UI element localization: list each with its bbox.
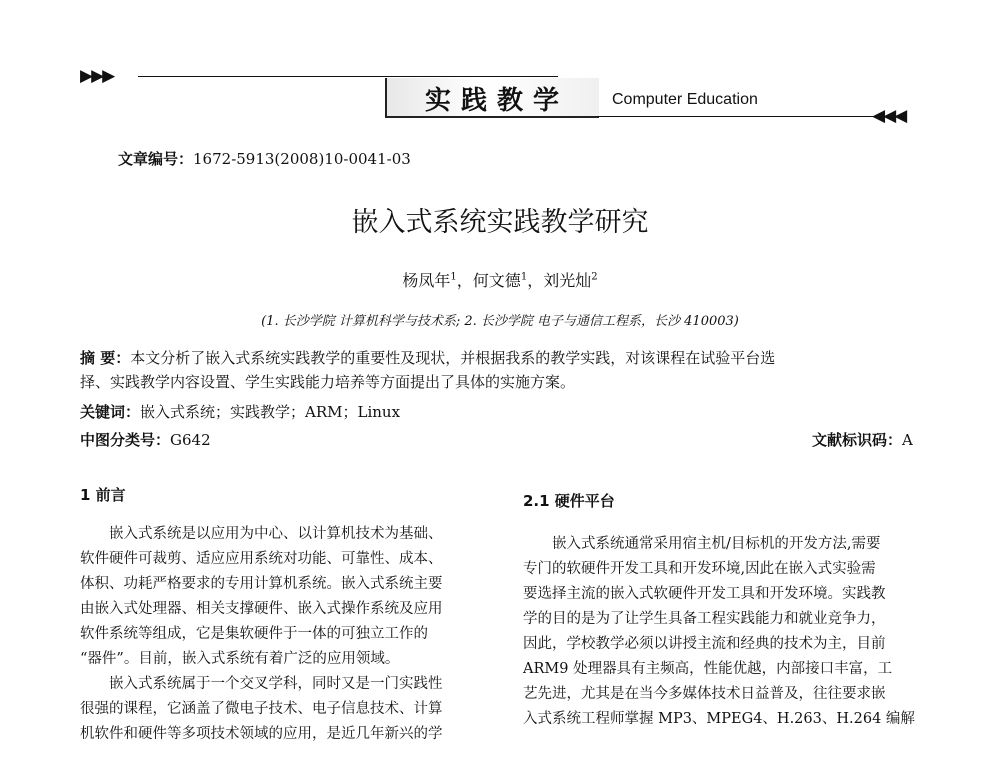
abstract-line-1 [80, 346, 940, 370]
paper-title: 嵌入式系统实践教学研究 [351, 207, 649, 238]
author-separator: ， [456, 271, 473, 290]
body-line: 入式系统工程师掌握 MP3、MPEG4、H.263、H.264 编解 [523, 711, 915, 727]
body-line: 专门的软硬件开发工具和开发环境,因此在嵌入式实验需 [523, 561, 876, 577]
clc-label: 中图分类号： [80, 431, 171, 449]
body-line: 要选择主流的嵌入式软硬件开发工具和开发环境。实践教 [523, 586, 886, 602]
section-heading-hardware-platform: 2.1 硬件平台 [523, 492, 615, 510]
body-line: 艺先进，尤其是在当今多媒体技术日益普及，往往要求嵌 [523, 686, 886, 702]
body-line: 嵌入式系统是以应用为中心、以计算机技术为基础、 [109, 526, 443, 542]
article-number [118, 148, 411, 169]
body-line: 机软件和硬件等多项技术领域的应用，是近几年新兴的学 [80, 726, 443, 742]
body-line: 因此，学校教学必须以讲授主流和经典的技术为主，目前 [523, 636, 886, 652]
abstract [80, 346, 940, 394]
author-name: 杨凤年 [402, 271, 451, 290]
header-arrows-right: ◀◀◀ [872, 106, 906, 126]
header-rule-right [597, 116, 877, 117]
keywords-label: 关键词： [80, 403, 141, 421]
body-line: “器件”。目前，嵌入式系统有着广泛的应用领域。 [80, 651, 400, 667]
section-heading-introduction: 1 前言 [80, 486, 126, 504]
affiliation: (1. 长沙学院 计算机科学与技术系; 2. 长沙学院 电子与通信工程系，长沙 410003) [261, 314, 739, 329]
authors [0, 268, 1000, 291]
body-line: 嵌入式系统通常采用宿主机/目标机的开发方法,需要 [552, 536, 881, 552]
author-affiliation-mark: 1 [450, 271, 457, 283]
author-affiliation-mark: 1 [520, 271, 528, 283]
keywords-text: 嵌入式系统；实践教学；ARM；Linux [140, 403, 401, 421]
body-line: 软件硬件可裁剪、适应应用系统对功能、可靠性、成本、 [80, 551, 443, 567]
author-name: 何文德 [472, 271, 521, 290]
body-line: 软件系统等组成，它是集软硬件于一体的可独立工作的 [80, 626, 428, 642]
article-number-label: 文章编号： [118, 150, 194, 168]
header-rule-left [138, 76, 558, 77]
document-code-value: A [902, 431, 913, 449]
abstract-label: 摘 要： [80, 349, 131, 367]
body-line: ARM9 处理器具有主频高，性能优越，内部接口丰富，工 [523, 661, 893, 677]
right-column-body [523, 532, 938, 732]
abstract-text: 本文分析了嵌入式系统实践教学的重要性及现状，并根据我系的教学实践，对该课程在试验平台选 [130, 349, 776, 367]
journal-name: Computer Education [612, 91, 758, 108]
document-code-label: 文献标识码： [812, 431, 903, 449]
author-separator: ， [527, 271, 544, 290]
article-number-value: 1672-5913(2008)10-0041-03 [193, 150, 411, 168]
body-line: 体积、功耗严格要求的专用计算机系统。嵌入式系统主要 [80, 576, 443, 592]
body-line: 学的目的是为了让学生具备工程实践能力和就业竞争力， [523, 611, 886, 627]
abstract-line-2: 择、实践教学内容设置、学生实践能力培养等方面提出了具体的实施方案。 [80, 373, 576, 391]
body-line: 由嵌入式处理器、相关支撑硬件、嵌入式操作系统及应用 [80, 601, 443, 617]
document-code [812, 428, 913, 452]
author-affiliation-mark: 2 [591, 271, 598, 283]
body-line: 嵌入式系统属于一个交叉学科，同时又是一门实践性 [109, 676, 443, 692]
author-name: 刘光灿 [543, 271, 592, 290]
keywords [80, 400, 940, 424]
left-column-body [80, 522, 485, 747]
clc-value: G642 [170, 431, 211, 449]
section-title: 实践教学 [425, 86, 570, 116]
body-line: 很强的课程，它涵盖了微电子技术、电子信息技术、计算 [80, 701, 443, 717]
header-arrows-left: ▶▶▶ [80, 66, 114, 86]
clc-number [80, 428, 211, 452]
